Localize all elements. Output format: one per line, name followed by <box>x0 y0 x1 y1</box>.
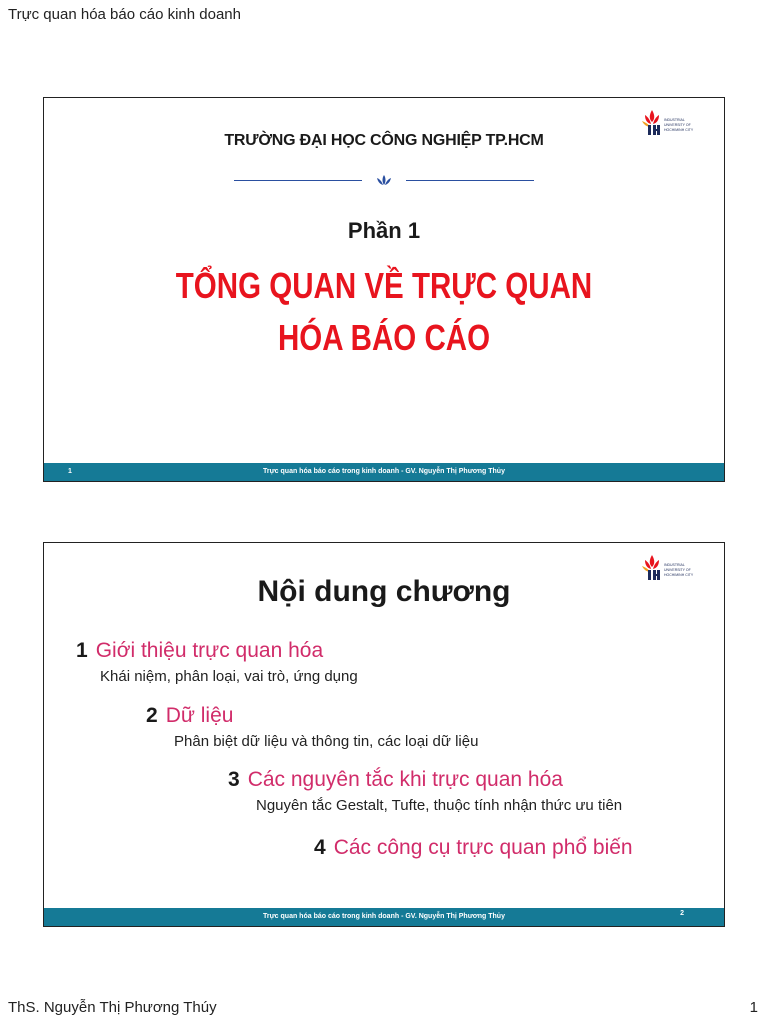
logo-line-3: HOCHIMINH CITY <box>664 573 694 577</box>
page-number: 1 <box>749 999 758 1016</box>
lotus-icon <box>372 174 396 186</box>
slide-footer-text: Trực quan hóa báo cáo trong kinh doanh - GV. Nguyễn Thị Phương Thủy <box>263 468 505 475</box>
logo-line-2: UNIVERSITY OF <box>664 568 691 572</box>
school-name: TRƯỜNG ĐẠI HỌC CÔNG NGHIỆP TP.HCM <box>224 132 544 149</box>
toc-subtitle: Phân biệt dữ liệu và thông tin, các loại dữ liệu <box>174 733 479 750</box>
logo-line-1: INDUSTRIAL <box>664 563 685 567</box>
toc-subtitle: Khái niệm, phân loại, vai trò, ứng dụng <box>100 668 358 685</box>
logo-line-1: INDUSTRIAL <box>664 118 685 122</box>
toc-subtitle: Nguyên tắc Gestalt, Tufte, thuộc tính nhận thức ưu tiên <box>256 797 623 814</box>
logo-line-3: HOCHIMINH CITY <box>664 128 694 132</box>
chapter-title-line-2: HÓA BÁO CÁO <box>277 317 491 358</box>
toc-item-1 <box>76 638 358 685</box>
slide-number: 1 <box>68 468 72 475</box>
slide-footer-bar <box>44 463 724 481</box>
toc-title: Dữ liệu <box>165 704 234 727</box>
logo-line-2: UNIVERSITY OF <box>664 123 691 127</box>
slide-1 <box>43 97 725 482</box>
slide-footer-bar <box>44 908 724 926</box>
toc-number: 1 <box>76 639 88 662</box>
title-divider <box>234 174 534 186</box>
page-footer-author: ThS. Nguyễn Thị Phương Thúy <box>8 999 217 1016</box>
toc-number: 3 <box>228 768 240 791</box>
slide-number: 2 <box>680 910 684 917</box>
toc-item-3 <box>228 767 622 814</box>
toc-title: Giới thiệu trực quan hóa <box>95 639 324 662</box>
chapter-title-line-1: TỔNG QUAN VỀ TRỰC QUAN <box>175 265 593 306</box>
toc-title: Các công cụ trực quan phổ biến <box>333 836 633 859</box>
toc-number: 2 <box>146 704 158 727</box>
toc-number: 4 <box>314 836 326 859</box>
toc-item-4 <box>314 835 633 861</box>
slide-title: Nội dung chương <box>257 575 511 608</box>
slide-2 <box>43 542 725 927</box>
part-label: Phần 1 <box>347 218 421 243</box>
toc-item-2 <box>146 703 478 750</box>
page-header: Trực quan hóa báo cáo kinh doanh <box>8 6 241 23</box>
chapter-title <box>105 260 663 364</box>
slide-footer-text: Trực quan hóa báo cáo trong kinh doanh - GV. Nguyễn Thị Phương Thủy <box>263 913 505 920</box>
toc-title: Các nguyên tắc khi trực quan hóa <box>247 768 563 791</box>
